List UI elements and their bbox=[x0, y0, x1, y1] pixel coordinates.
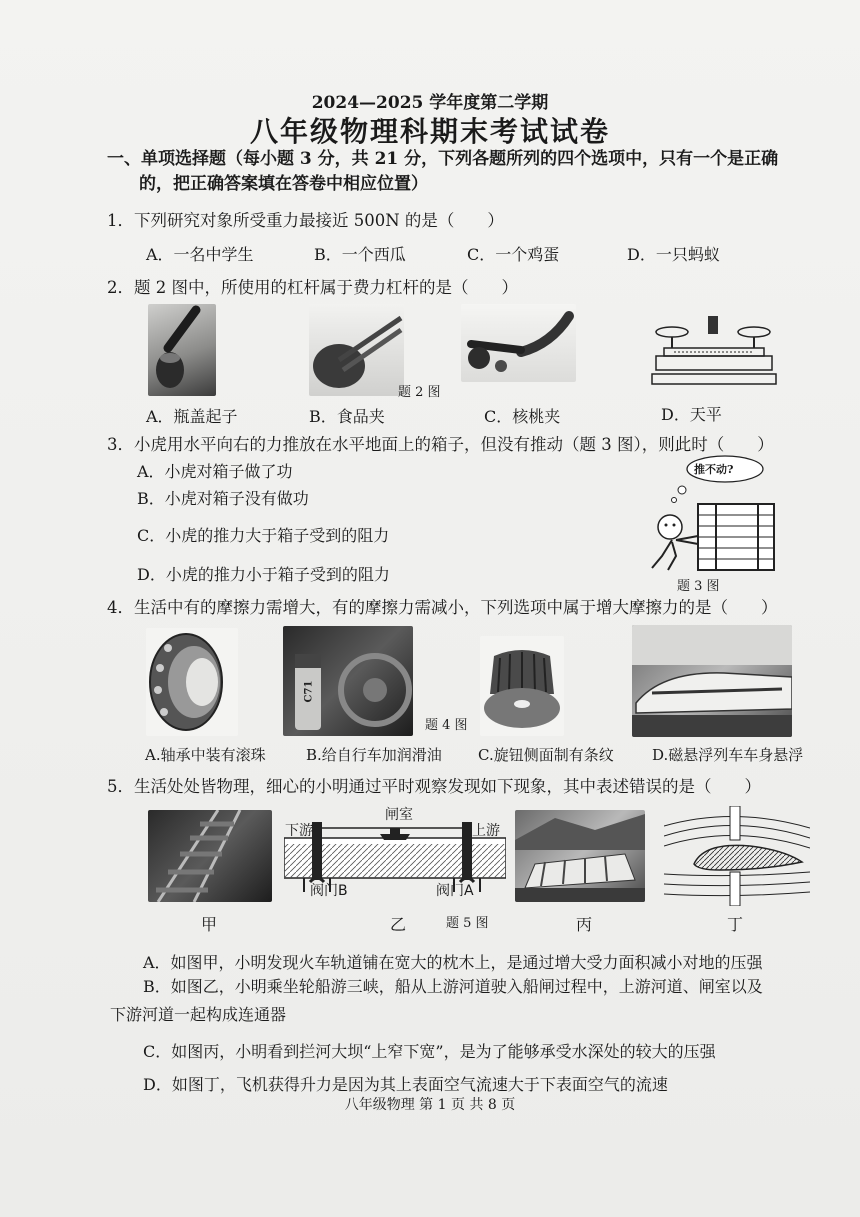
q1-stem: 1．下列研究对象所受重力最接近 500N 的是（ ） bbox=[107, 211, 504, 230]
dam-photo bbox=[515, 810, 645, 902]
q5-option-a: A．如图甲，小明发现火车轨道铺在宽大的枕木上，是通过增大受力面积减小对地的压强 bbox=[143, 953, 763, 972]
q1-option-c: C．一个鸡蛋 bbox=[467, 245, 560, 264]
q5-fig-label-ding: 丁 bbox=[727, 915, 744, 934]
food-tongs-photo bbox=[309, 304, 404, 396]
q1-option-d: D．一只蚂蚁 bbox=[627, 245, 720, 264]
knob-photo bbox=[480, 636, 564, 736]
lock-downstream-label: 下游 bbox=[285, 823, 313, 839]
q2-figure-caption: 题 2 图 bbox=[398, 385, 441, 400]
q4-option-d: D.磁悬浮列车车身悬浮 bbox=[652, 746, 804, 764]
q5-option-c: C．如图丙，小明看到拦河大坝“上窄下宽”，是为了能够承受水深处的较大的压强 bbox=[143, 1042, 716, 1061]
exam-term: 2024—2025 学年度第二学期 bbox=[311, 93, 549, 113]
spray-can-label: C71 bbox=[303, 680, 315, 703]
q4-stem: 4．生活中有的摩擦力需增大，有的摩擦力需减小，下列选项中属于增大摩擦力的是（ ） bbox=[107, 598, 778, 617]
q3-stem: 3．小虎用水平向右的力推放在水平地面上的箱子，但没有推动（题 3 图），则此时（ ） bbox=[107, 435, 774, 454]
q2-option-d: D．天平 bbox=[661, 405, 722, 424]
page-footer: 八年级物理 第 1 页 共 8 页 bbox=[344, 1097, 516, 1113]
exam-title: 八年级物理科期末考试试卷 bbox=[249, 115, 610, 148]
section-heading-line1: 一、单项选择题（每小题 3 分，共 21 分，下列各题所列的四个选项中，只有一个是正确 bbox=[107, 149, 779, 169]
lock-gate-a-label: 阀门A bbox=[436, 883, 474, 899]
q3-option-b: B．小虎对箱子没有做功 bbox=[137, 489, 309, 508]
q5-fig-label-bing: 丙 bbox=[576, 915, 593, 934]
q5-option-b-line2: 下游河道一起构成连通器 bbox=[110, 1005, 287, 1024]
airfoil-flow-diagram bbox=[664, 806, 810, 906]
q2-option-c: C．核桃夹 bbox=[484, 407, 561, 426]
bearing-photo bbox=[146, 628, 238, 736]
q5-stem: 5．生活处处皆物理，细心的小明通过平时观察发现如下现象，其中表述错误的是（ ） bbox=[107, 777, 761, 796]
q3-option-d: D．小虎的推力小于箱子受到的阻力 bbox=[137, 565, 390, 584]
lock-upstream-label: 上游 bbox=[472, 823, 500, 839]
q3-option-a: A．小虎对箱子做了功 bbox=[137, 462, 293, 481]
q4-option-a: A.轴承中装有滚珠 bbox=[145, 746, 266, 764]
q4-figure-caption: 题 4 图 bbox=[425, 718, 468, 733]
q1-option-a: A．一名中学生 bbox=[146, 245, 254, 264]
q1-option-b: B．一个西瓜 bbox=[314, 245, 406, 264]
q2-option-a: A．瓶盖起子 bbox=[146, 407, 238, 426]
railway-track-photo bbox=[148, 810, 272, 902]
nutcracker-photo bbox=[461, 304, 576, 382]
q2-stem: 2．题 2 图中，所使用的杠杆属于费力杠杆的是（ ） bbox=[107, 278, 518, 297]
q5-fig-label-jia: 甲 bbox=[201, 915, 218, 934]
q3-option-c: C．小虎的推力大于箱子受到的阻力 bbox=[137, 526, 390, 545]
q5-fig-label-yi: 乙 bbox=[390, 915, 407, 934]
q5-option-b-line1: B．如图乙，小明乘坐轮船游三峡，船从上游河道驶入船闸过程中，上游河道、闸室以及 bbox=[143, 977, 763, 996]
q2-option-b: B．食品夹 bbox=[309, 407, 385, 426]
q5-figure-caption: 题 5 图 bbox=[446, 916, 489, 931]
section-heading-line2: 的，把正确答案填在答卷中相应位置） bbox=[139, 174, 428, 194]
q4-option-c: C.旋钮侧面制有条纹 bbox=[478, 746, 614, 764]
bottle-opener-photo bbox=[148, 304, 216, 396]
cartoon-bubble-text: 推不动? bbox=[694, 463, 734, 476]
q5-option-d: D．如图丁，飞机获得升力是因为其上表面空气流速大于下表面空气的流速 bbox=[143, 1075, 668, 1094]
q4-option-b: B.给自行车加润滑油 bbox=[306, 746, 442, 764]
lock-chamber-label: 闸室 bbox=[385, 807, 413, 823]
balance-scale-drawing bbox=[650, 312, 780, 394]
section-heading bbox=[107, 147, 807, 197]
q3-figure-caption: 题 3 图 bbox=[677, 579, 720, 594]
maglev-train-photo bbox=[632, 625, 792, 737]
lock-gate-b-label: 阀门B bbox=[310, 883, 348, 899]
